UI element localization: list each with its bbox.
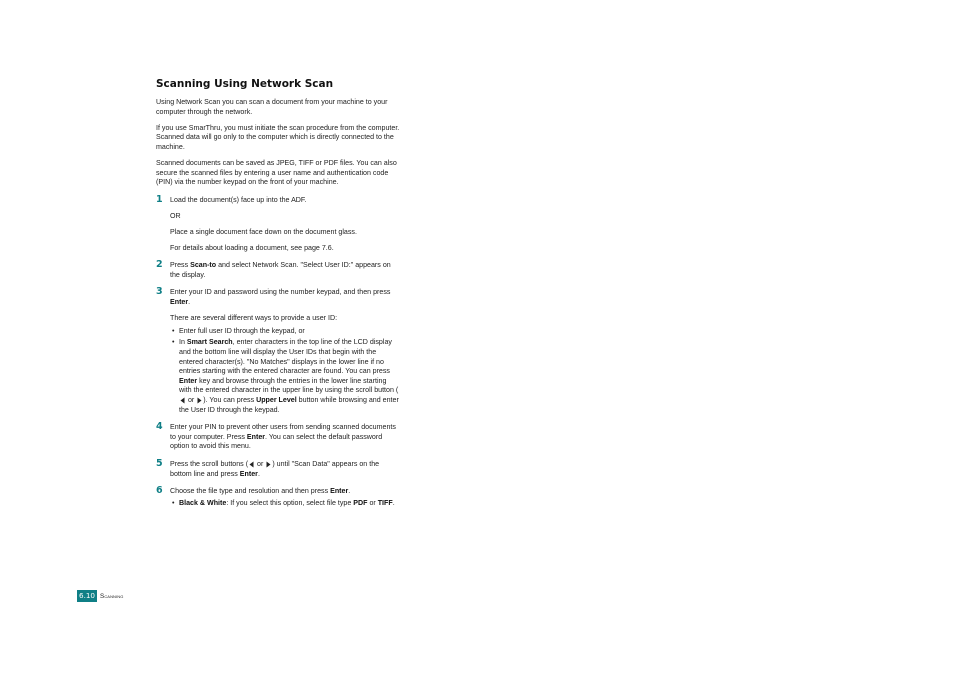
key-name: Enter xyxy=(239,469,258,478)
step-3 xyxy=(156,288,400,415)
intro-paragraph: Using Network Scan you can scan a document from your machine to your computer through the network. xyxy=(156,98,388,116)
step-number: 4 xyxy=(156,421,163,433)
step-text xyxy=(170,487,400,497)
file-type: TIFF xyxy=(377,498,393,507)
text-run: Enter your ID and password using the number keypad, and then press xyxy=(170,288,391,297)
step-number: 2 xyxy=(156,259,163,271)
text-run: In xyxy=(179,338,187,347)
option-name: Black & White xyxy=(179,498,227,507)
step-5 xyxy=(156,457,400,479)
step-number: 6 xyxy=(156,485,163,497)
text-run: ) until "Scan Data" appears on the bottom line and press xyxy=(170,459,380,478)
step-number: 1 xyxy=(156,193,163,205)
step-1 xyxy=(156,193,400,254)
user-id-options xyxy=(170,327,400,416)
step-note: There are several different ways to provide a user ID: xyxy=(170,314,338,323)
page-number: 6.10 xyxy=(79,591,96,600)
text-run: or xyxy=(255,459,266,468)
text-run: . You can select the default password option to avoid this menu. xyxy=(170,432,383,451)
step-number: 3 xyxy=(156,286,163,298)
text-run: : If you select this option, select file type xyxy=(226,498,354,507)
text-run: , enter characters in the top line of the LCD display and the bottom line will display the User IDs that begin with the entered character(s). "No Matches" displays in the lower line if no entries starting with the entered character are found. You can press xyxy=(179,338,392,376)
step-text xyxy=(170,261,400,280)
step-text xyxy=(170,288,400,307)
intro-paragraph: Scanned documents can be saved as JPEG, TIFF or PDF files. You can also secure the scanned files by entering a user name and authentication code (PIN) via the number keypad on the front of your machine. xyxy=(156,158,397,187)
key-name: Enter xyxy=(246,432,266,441)
step-4 xyxy=(156,423,400,452)
text-run: . xyxy=(257,469,260,478)
step-text xyxy=(170,423,400,452)
file-type-options xyxy=(170,499,400,509)
key-name: Enter xyxy=(330,487,349,496)
section-name: Scanning xyxy=(100,592,124,600)
text-run: Enter your PIN to prevent other users from sending scanned documents to your computer. Press xyxy=(170,423,396,441)
right-arrow-icon xyxy=(197,397,202,404)
text-run: Enter full user ID through the keypad, or xyxy=(179,326,305,335)
text-run: ). You can press xyxy=(203,396,257,404)
text-run: Choose the file type and resolution and then press xyxy=(170,487,331,496)
step-or: OR xyxy=(170,211,181,220)
file-type: PDF xyxy=(353,498,368,507)
text-run: . xyxy=(348,487,351,496)
step-text xyxy=(170,460,400,479)
step-text: Place a single document face down on the document glass. xyxy=(170,227,357,236)
left-arrow-icon xyxy=(249,461,254,468)
page-footer xyxy=(77,590,123,602)
main-content xyxy=(156,78,400,511)
key-name: Enter xyxy=(170,298,189,307)
text-run: Press xyxy=(170,261,191,270)
key-name: Upper Level xyxy=(256,396,297,404)
feature-name: Smart Search xyxy=(186,338,233,347)
bullet-icon: • xyxy=(172,326,175,335)
text-run: button while browsing and enter the User ID through the keypad. xyxy=(179,396,399,414)
step-number: 5 xyxy=(156,457,163,469)
text-run: . xyxy=(188,298,191,307)
step-2 xyxy=(156,261,400,280)
step-text: Load the document(s) face up into the ADF. xyxy=(170,195,307,204)
left-arrow-icon xyxy=(180,397,185,404)
list-item xyxy=(170,338,400,415)
list-item xyxy=(170,327,400,337)
key-name: Scan-to xyxy=(190,261,217,270)
right-arrow-icon xyxy=(266,461,271,468)
step-6 xyxy=(156,487,400,508)
text-run: or xyxy=(186,396,197,404)
text-run: . xyxy=(392,498,395,507)
text-run: or xyxy=(367,498,378,507)
bullet-icon: • xyxy=(172,498,175,507)
key-name: Enter xyxy=(179,376,198,385)
text-run: and select Network Scan. "Select User ID:" appears on the display. xyxy=(170,261,391,279)
step-note: For details about loading a document, see page 7.6. xyxy=(170,243,334,252)
text-run: key and browse through the entries in the lower line starting with the entered character in the upper line by using the scroll button ( xyxy=(179,376,399,395)
section-heading: Scanning Using Network Scan xyxy=(156,78,334,90)
bullet-icon: • xyxy=(172,338,175,347)
text-run: Press the scroll buttons ( xyxy=(170,459,249,468)
intro-paragraph: If you use SmarThru, you must initiate the scan procedure from the computer. Scanned data will go only to the computer which is directly connected to the machine. xyxy=(156,123,400,151)
list-item xyxy=(170,499,400,509)
